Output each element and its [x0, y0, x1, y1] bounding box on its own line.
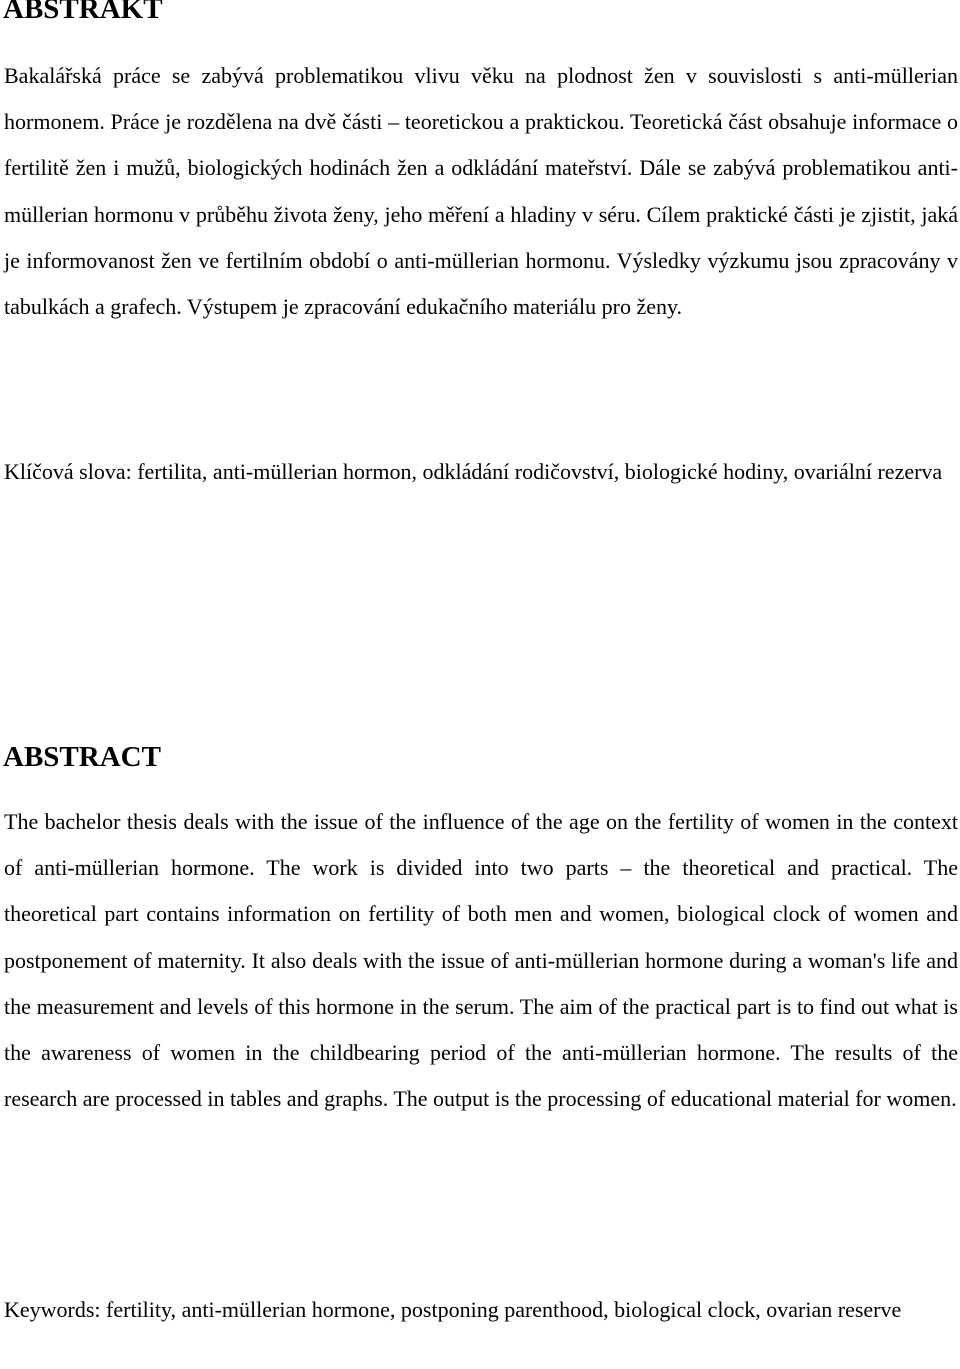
english-keywords: Keywords: fertility, anti-müllerian hormone, postponing parenthood, biological clock, ovarian reserve	[4, 1297, 902, 1322]
english-abstract-text: The bachelor thesis deals with the issue of the influence of the age on the fertility of women in the context of anti-müllerian hormone. The work is divided into two parts – the theoretical and practical. The theoretical part contains information on fertility of both men and women, biological clock of women and postponement of maternity. It also deals with the issue of anti-müllerian hormone during a woman's life and the measurement and levels of this hormone in the serum. The aim of the practical part is to find out what is the awareness of women in the childbearing period of the anti-müllerian hormone. The results of the research are processed in tables and graphs. The output is the processing of educational material for women.	[4, 809, 958, 1112]
czech-abstract-heading: ABSTRAKT	[3, 0, 163, 25]
czech-abstract-text: Bakalářská práce se zabývá problematikou vlivu věku na plodnost žen v souvislosti s anti-müllerian hormonem. Práce je rozdělena na dvě části – teoretickou a praktickou. Teoretická část obsahuje informace o fertilitě žen i mužů, biologických hodinách žen a odkládání mateřství. Dále se zabývá problematikou anti-müllerian hormonu v průběhu života ženy, jeho měření a hladiny v séru. Cílem praktické části je zjistit, jaká je informovanost žen ve fertilním období o anti-müllerian hormonu. Výsledky výzkumu jsou zpracovány v tabulkách a grafech. Výstupem je zpracování edukačního materiálu pro ženy.	[4, 63, 958, 320]
czech-keywords: Klíčová slova: fertilita, anti-müllerian hormon, odkládání rodičovství, biologické hodiny, ovariální rezerva	[4, 459, 943, 484]
english-abstract-heading: ABSTRACT	[3, 741, 161, 773]
